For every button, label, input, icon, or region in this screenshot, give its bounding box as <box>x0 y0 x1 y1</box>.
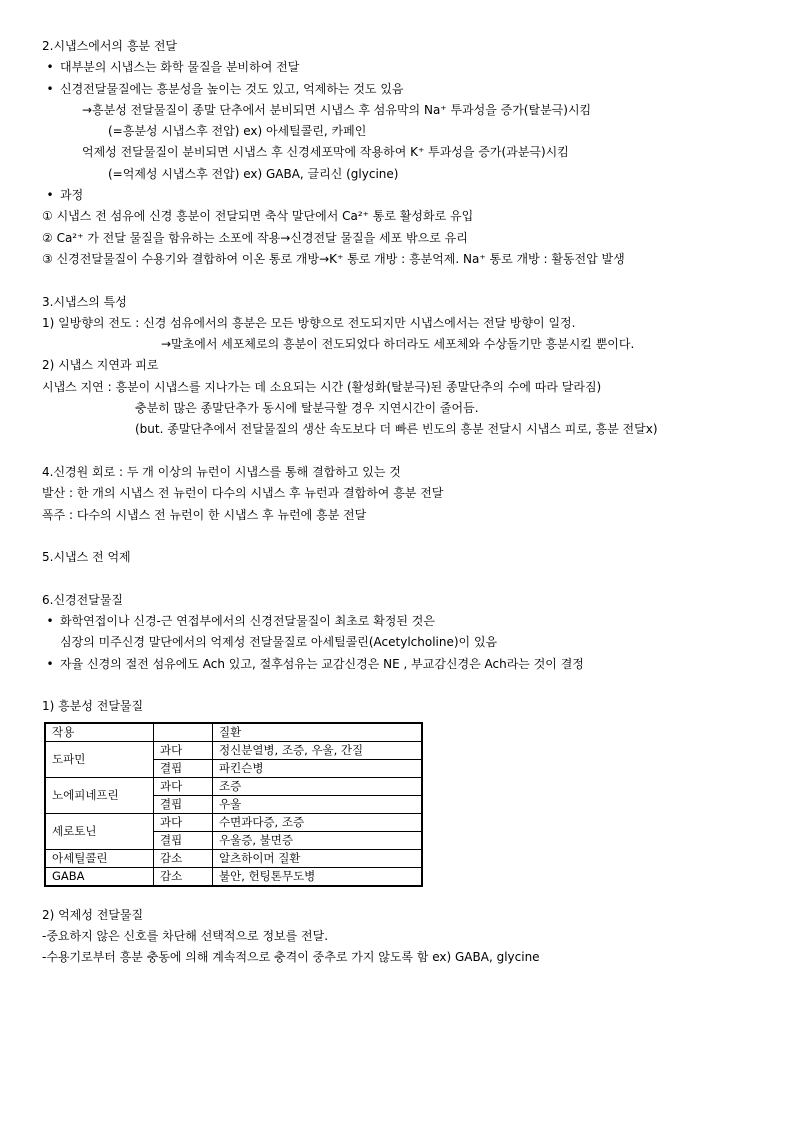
spacer <box>42 270 772 291</box>
section-4-title: 4.신경원 회로 : 두 개 이상의 뉴런이 시냅스를 통해 결합하고 있는 것 <box>42 464 401 479</box>
table-cell-change: 결핍 <box>154 759 213 777</box>
table-cell-substance: 노에피네프린 <box>45 777 154 813</box>
table-cell-disease: 수면과다증, 조증 <box>213 813 423 831</box>
table-cell-substance: 도파민 <box>45 741 154 777</box>
spacer <box>42 568 772 589</box>
table-cell-disease: 알츠하이머 질환 <box>213 849 423 867</box>
process-step-3: ③ 신경전달물질이 수용기와 결합하여 이온 통로 개방→K⁺ 통로 개방 : 흥분억제. Na⁺ 통로 개방 : 활동전압 발생 <box>42 251 625 266</box>
section-6-title: 6.신경전달물질 <box>42 592 124 607</box>
table-row <box>45 849 422 867</box>
table-row <box>45 777 422 795</box>
one-way-conduction-detail: →말초에서 세포체로의 흥분이 전도되었다 하더라도 세포체와 수상돌기만 흥분시킬 뿐이다. <box>161 337 635 352</box>
table-cell-change: 과다 <box>154 741 213 759</box>
inhibitory-subheading: 2) 억제성 전달물질 <box>42 907 144 922</box>
table-cell-disease: 정신분열병, 조증, 우울, 간질 <box>213 741 423 759</box>
table-cell-disease: 우울증, 불면증 <box>213 831 423 849</box>
table-row <box>45 813 422 831</box>
section-2-bullet-3: • 과정 <box>42 185 772 206</box>
section-6-bullet-2: • 자율 신경의 절전 섬유에도 Ach 있고, 절후섬유는 교감신경은 NE , 부교감신경은 Ach라는 것이 결정 <box>42 654 772 675</box>
section-3-title: 3.시냅스의 특성 <box>42 294 127 309</box>
section-5-title: 5.시냅스 전 억제 <box>42 550 131 565</box>
section-2-bullet-1: • 대부분의 시냅스는 화학 물질을 분비하여 전달 <box>42 57 772 78</box>
spacer <box>42 675 772 696</box>
transmitter-table <box>44 722 423 887</box>
table-cell-disease: 우울 <box>213 795 423 813</box>
table-row <box>45 741 422 759</box>
table-header-cell <box>154 723 213 742</box>
table-cell-change: 감소 <box>154 849 213 867</box>
ipsp-line: (=억제성 시냅스후 전압) ex) GABA, 글리신 (glycine) <box>108 166 399 181</box>
spacer <box>42 526 772 547</box>
table-row <box>45 867 422 886</box>
inhibitory-transmitter-line: 억제성 전달물질이 분비되면 시냅스 후 신경세포막에 작용하여 K⁺ 투과성을 증가(과분극)시킴 <box>82 145 569 160</box>
table-cell-disease: 불안, 헌팅톤무도병 <box>213 867 423 886</box>
synaptic-delay-detail-2: (but. 종말단추에서 전달물질의 생산 속도보다 더 빠른 빈도의 흥분 전달시 시냅스 피로, 흥분 전달x) <box>135 422 658 437</box>
table-cell-substance: GABA <box>45 867 154 886</box>
table-cell-disease: 파킨슨병 <box>213 759 423 777</box>
table-cell-change: 과다 <box>154 777 213 795</box>
table-cell-substance: 세로토닌 <box>45 813 154 849</box>
one-way-conduction-line: 1) 일방향의 전도 : 신경 섬유에서의 흥분은 모든 방향으로 전도되지만 시냅스에서는 전달 방향이 일정. <box>42 315 576 330</box>
inhibitory-line-2: -수용기로부터 흥분 충동에 의해 계속적으로 충격이 중추로 가지 않도록 함 ex) GABA, glycine <box>42 950 540 965</box>
epsp-line: (=흥분성 시냅스후 전압) ex) 아세틸콜린, 카페인 <box>108 124 367 139</box>
table-cell-substance: 아세틸콜린 <box>45 849 154 867</box>
convergence-line: 폭주 : 다수의 시냅스 전 뉴런이 한 시냅스 후 뉴런에 흥분 전달 <box>42 507 367 522</box>
process-step-2: ② Ca²⁺ 가 전달 물질을 함유하는 소포에 작용→신경전달 물질을 세포 밖으로 유리 <box>42 230 468 245</box>
table-header-cell: 작용 <box>45 723 154 742</box>
table-cell-change: 결핍 <box>154 795 213 813</box>
process-step-1: ① 시냅스 전 섬유에 신경 흥분이 전달되면 축삭 말단에서 Ca²⁺ 통로 활성화로 유입 <box>42 209 474 224</box>
inhibitory-line-1: -중요하지 않은 신호를 차단해 선택적으로 정보를 전달. <box>42 928 329 943</box>
document-page <box>42 36 772 968</box>
synaptic-delay-definition: 시냅스 지연 : 흥분이 시냅스를 지나가는 데 소요되는 시간 (활성화(탈분극)된 종말단추의 수에 따라 달라짐) <box>42 379 602 394</box>
synaptic-delay-heading: 2) 시냅스 지연과 피로 <box>42 358 159 373</box>
section-2-title: 2.시냅스에서의 흥분 전달 <box>42 39 177 53</box>
spacer <box>42 441 772 462</box>
table-cell-change: 감소 <box>154 867 213 886</box>
table-header-cell: 질환 <box>213 723 423 742</box>
table-cell-change: 결핍 <box>154 831 213 849</box>
spacer <box>42 887 772 905</box>
table-cell-disease: 조증 <box>213 777 423 795</box>
synaptic-delay-detail-1: 충분히 많은 종말단추가 동시에 탈분극할 경우 지연시간이 줄어듬. <box>135 401 479 416</box>
excitatory-subheading: 1) 흥분성 전달물질 <box>42 699 144 714</box>
divergence-line: 발산 : 한 개의 시냅스 전 뉴런이 다수의 시냅스 후 뉴런과 결합하여 흥분 전달 <box>42 486 444 501</box>
section-2-bullet-2: • 신경전달물질에는 흥분성을 높이는 것도 있고, 억제하는 것도 있음 <box>42 79 772 100</box>
section-6-bullet-1: • 화학연접이나 신경-근 연접부에서의 신경전달물질이 최초로 확정된 것은 <box>42 611 772 632</box>
excitatory-transmitter-line: →흥분성 전달물질이 종말 단추에서 분비되면 시냅스 후 섬유막의 Na⁺ 투과성을 증가(탈분극)시킴 <box>82 102 592 117</box>
section-6-bullet-1-cont: 심장의 미주신경 말단에서의 억제성 전달물질로 아세틸콜린(Acetylcholine)이 있음 <box>60 635 498 650</box>
table-cell-change: 과다 <box>154 813 213 831</box>
table-header-row <box>45 723 422 742</box>
